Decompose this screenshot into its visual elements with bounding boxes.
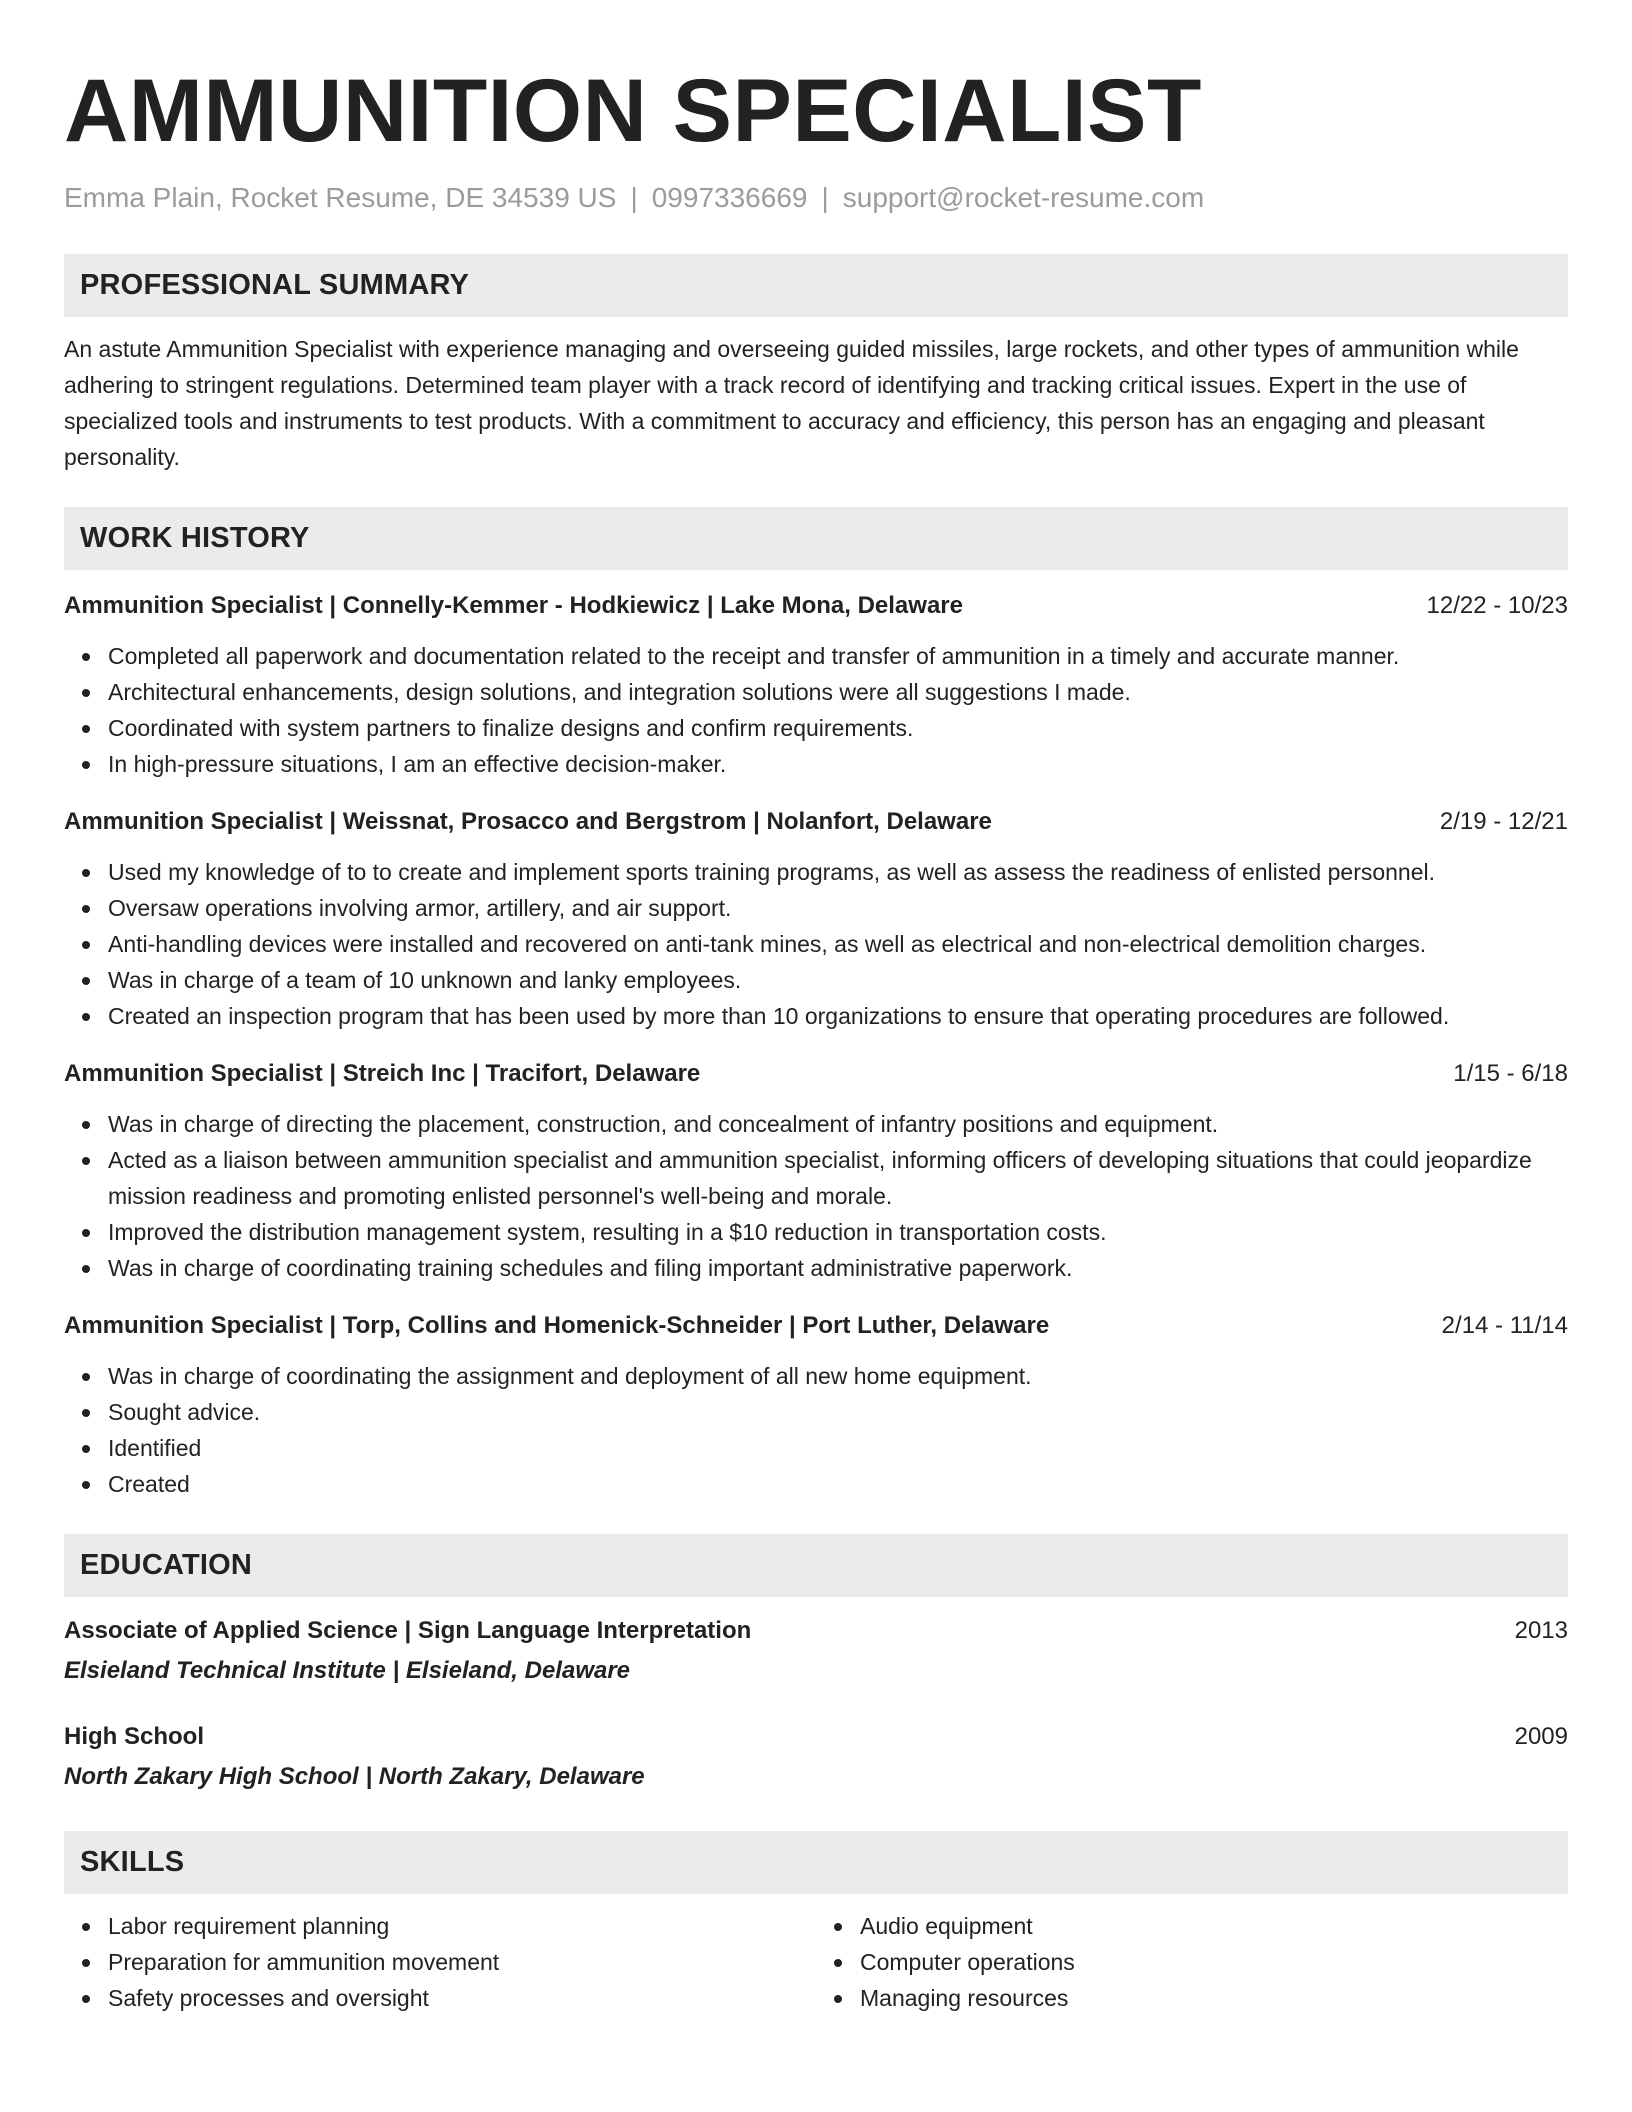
job-bullets [64, 638, 1568, 782]
job-bullet: Was in charge of a team of 10 unknown and lanky employees. [108, 962, 1568, 998]
education-year: 2013 [1514, 1617, 1568, 1644]
contact-phone: 0997336669 [651, 182, 808, 213]
job-header [64, 1308, 1568, 1344]
skill-item: Safety processes and oversight [108, 1980, 816, 2016]
skill-item: Labor requirement planning [108, 1908, 816, 1944]
job-dates: 2/14 - 11/14 [1441, 1312, 1568, 1339]
job-bullet: Completed all paperwork and documentation related to the receipt and transfer of ammunition in a timely and accurate manner. [108, 638, 1568, 674]
job-bullet: Created [108, 1466, 1568, 1502]
job-title: Ammunition Specialist | Connelly-Kemmer - Hodkiewicz | Lake Mona, Delaware [64, 592, 963, 619]
job-header [64, 804, 1568, 840]
skills-list [64, 1908, 1568, 2016]
job-title: Ammunition Specialist | Weissnat, Prosacco and Bergstrom | Nolanfort, Delaware [64, 808, 992, 835]
job-dates: 12/22 - 10/23 [1426, 592, 1568, 619]
job-bullet: Improved the distribution management system, resulting in a $10 reduction in transportation costs. [108, 1214, 1568, 1250]
education-school: Elsieland Technical Institute | Elsieland, Delaware [64, 1657, 631, 1684]
job-entry [64, 588, 1568, 782]
job-bullet: Sought advice. [108, 1394, 1568, 1430]
skills-column-left [64, 1908, 816, 2016]
job-bullet: Acted as a liaison between ammunition specialist and ammunition specialist, informing officers of developing situations that could jeopardize mission readiness and promoting enlisted personnel's well-being and morale. [108, 1142, 1568, 1214]
job-bullet: Anti-handling devices were installed and recovered on anti-tank mines, as well as electrical and non-electrical demolition charges. [108, 926, 1568, 962]
skill-item: Preparation for ammunition movement [108, 1944, 816, 1980]
job-dates: 2/19 - 12/21 [1439, 808, 1568, 835]
contact-line [64, 182, 1568, 214]
section-header-education: EDUCATION [64, 1534, 1568, 1597]
job-entry [64, 1056, 1568, 1286]
job-header [64, 588, 1568, 624]
job-bullets [64, 854, 1568, 1034]
education-header [64, 1719, 1568, 1755]
education-school: North Zakary High School | North Zakary, Delaware [64, 1763, 645, 1790]
job-title: Ammunition Specialist | Streich Inc | Tracifort, Delaware [64, 1060, 701, 1087]
education-entry [64, 1719, 1568, 1795]
job-bullets [64, 1106, 1568, 1286]
education-degree: High School [64, 1723, 204, 1750]
job-entry [64, 1308, 1568, 1502]
education-entry [64, 1613, 1568, 1689]
job-bullets [64, 1358, 1568, 1502]
job-header [64, 1056, 1568, 1092]
contact-address: Emma Plain, Rocket Resume, DE 34539 US [64, 182, 617, 213]
job-bullet: Was in charge of coordinating the assignment and deployment of all new home equipment. [108, 1358, 1568, 1394]
job-bullet: Used my knowledge of to to create and implement sports training programs, as well as assess the readiness of enlisted personnel. [108, 854, 1568, 890]
education-year: 2009 [1514, 1723, 1568, 1750]
job-bullet: Created an inspection program that has been used by more than 10 organizations to ensure that operating procedures are followed. [108, 998, 1568, 1034]
summary-text: An astute Ammunition Specialist with experience managing and overseeing guided missiles, large rockets, and other types of ammunition while adhering to stringent regulations. Determined team player with a track record of identifying and tracking critical issues. Expert in the use of specialized tools and instruments to test products. With a commitment to accuracy and efficiency, this person has an engaging and pleasant personality. [64, 336, 1519, 470]
education-header [64, 1613, 1568, 1649]
resume-name: AMMUNITION SPECIALIST [64, 60, 1202, 160]
job-dates: 1/15 - 6/18 [1453, 1060, 1568, 1087]
skill-item: Computer operations [860, 1944, 1568, 1980]
job-bullet: Architectural enhancements, design solutions, and integration solutions were all suggestions I made. [108, 674, 1568, 710]
contact-separator: | [630, 182, 638, 213]
contact-email: support@rocket-resume.com [842, 182, 1205, 213]
job-entry [64, 804, 1568, 1034]
job-bullet: Was in charge of directing the placement, construction, and concealment of infantry positions and equipment. [108, 1106, 1568, 1142]
job-bullet: Coordinated with system partners to finalize designs and confirm requirements. [108, 710, 1568, 746]
job-bullet: Was in charge of coordinating training schedules and filing important administrative paperwork. [108, 1250, 1568, 1286]
section-header-work-history: WORK HISTORY [64, 507, 1568, 570]
education-degree: Associate of Applied Science | Sign Language Interpretation [64, 1617, 752, 1644]
job-bullet: In high-pressure situations, I am an effective decision-maker. [108, 746, 1568, 782]
section-header-summary: PROFESSIONAL SUMMARY [64, 254, 1568, 317]
job-bullet: Oversaw operations involving armor, artillery, and air support. [108, 890, 1568, 926]
section-header-skills: SKILLS [64, 1831, 1568, 1894]
contact-separator: | [821, 182, 829, 213]
skill-item: Audio equipment [860, 1908, 1568, 1944]
job-bullet: Identified [108, 1430, 1568, 1466]
skill-item: Managing resources [860, 1980, 1568, 2016]
skills-column-right [816, 1908, 1568, 2016]
job-title: Ammunition Specialist | Torp, Collins and Homenick-Schneider | Port Luther, Delaware [64, 1312, 1050, 1339]
